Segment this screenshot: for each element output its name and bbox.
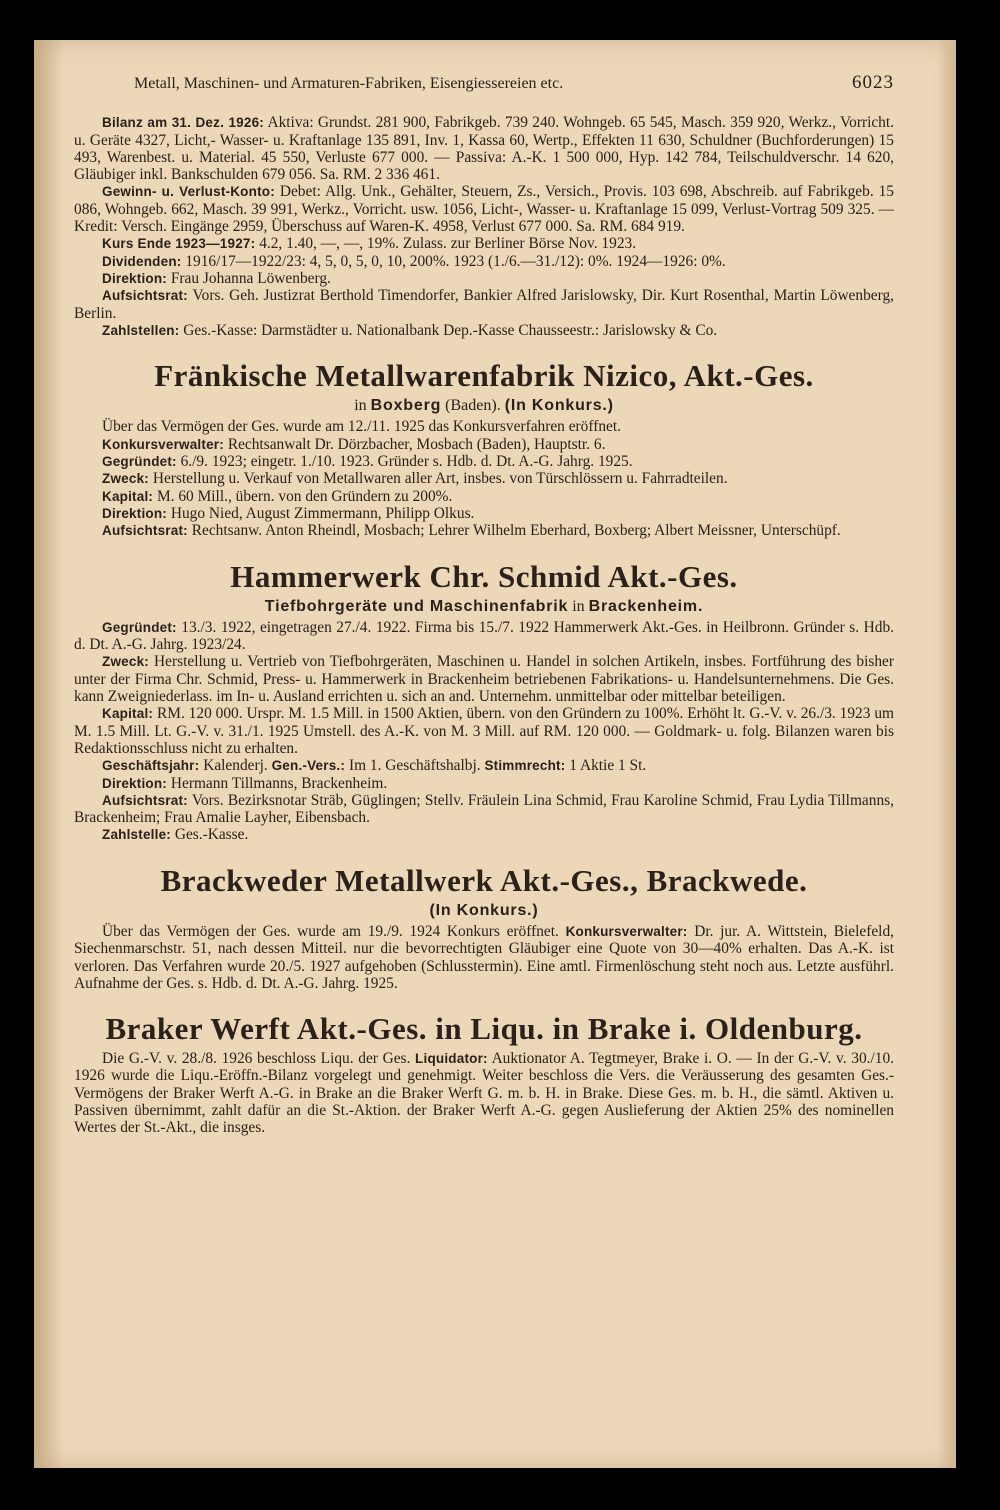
brackweder-text-a: Über das Vermögen der Ges. wurde am 19./9. 1924 Konkurs eröffnet. <box>102 922 559 940</box>
hammerwerk-zweck-text: Herstellung u. Vertrieb von Tiefbohrgeräten, Maschinen u. Handel in solchen Artikeln, insbes. Fortführung des bisher unter der Firma Chr. Schmid, Press- u. Hammerwerk in Brackenheim betriebenen Fabrikations- u. Handelsunternehmens. Die Ges. kann Zweigniederlass. im In- u. Ausland errichten u. sich an and. Unternehm. unmittelbar oder mittelbar beteiligen. <box>74 653 894 706</box>
hammerwerk-kapital <box>74 705 894 757</box>
bilanz-label: Bilanz am 31. Dez. 1926: <box>102 115 264 131</box>
zahlstellen-text: Ges.-Kasse: Darmstädter u. Nationalbank Dep.-Kasse Chausseestr.: Jarislowsky & Co. <box>183 321 718 339</box>
nizico-sub-status: (In Konkurs.) <box>504 397 614 415</box>
nizico-ar-label: Aufsichtsrat: <box>102 523 188 539</box>
page-content <box>74 74 894 1137</box>
brackweder-text-b: Dr. jur. A. Wittstein, Bielefeld, Siechenmarschstr. 51, nach dessen Mitteil. nur die bevorrechtigten Gläubiger eine Quote von 30—40% erhalten. Das A.-K. ist verloren. Das Verfahren wurde 20./5. 1927 aufgehoben (Schlusstermin). Eine amtl. Firmenlöschung steht noch aus. Letzte ausführl. Aufnahme der Ges. s. Hdb. d. Dt. A.-G. Jahrg. 1925. <box>74 922 894 992</box>
hammerwerk-zweck <box>74 653 894 705</box>
running-head <box>74 74 894 92</box>
hammerwerk-zahlstelle <box>74 826 894 843</box>
nizico-direktion <box>74 505 894 522</box>
brackweder-subtitle <box>74 902 894 919</box>
hammerwerk-kap-text: RM. 120 000. Urspr. M. 1.5 Mill. in 1500 Aktien, übern. von den Gründern zu 100%. Erhöht lt. G.-V. v. 26./3. 1923 um M. 1.5 Mill. Lt. G.-V. v. 31./1. 1925 Umstell. des A.-K. von M. 3 Mill. auf RM. 120 000. — Goldmark- u. folg. Bilanzen waren bis Redaktionsschluss nicht zu erhalten. <box>74 705 894 757</box>
braker-text-b: Auktionator A. Tegtmeyer, Brake i. O. — In der G.-V. v. 30./10. 1926 wurde die Liqu.-Eröffn.-Bilanz vorgelegt und genehmigt. Weiter beschloss die Vers. die Veräusserung des gesamten Ges.-Vermögens der Braker Werft A.-G. in Brake an die Braker Werft G. m. b. H. in Brake. Diese Ges. m. b. H., die sämtl. Aktiven u. Passiven übernimmt, zahlt dafür an die St.-Aktion. der Braker Werft A.-G. gegen Auslieferung der Aktien 25% des nominellen Wertes der St.-Akt., die insges. <box>74 1050 895 1137</box>
dividenden-paragraph <box>74 253 894 270</box>
hammerwerk-gj-label: Geschäftsjahr: <box>102 758 200 774</box>
hammerwerk-ar-text: Vors. Bezirksnotar Sträb, Güglingen; Stellv. Fräulein Lina Schmid, Frau Karoline Schmid, Frau Lydia Tillmanns, Brackenheim; Frau Amalie Layher, Eibensbach. <box>74 791 894 827</box>
nizico-title: Fränkische Metallwarenfabrik Nizico, Akt.-Ges. <box>154 358 814 394</box>
kurs-paragraph <box>74 235 894 252</box>
braker-title: Braker Werft Akt.-Ges. in Liqu. in Brake i. Oldenburg. <box>105 1011 863 1047</box>
dividenden-label: Dividenden: <box>102 253 182 269</box>
direktion-label: Direktion: <box>102 270 168 286</box>
guv-text: Debet: Allg. Unk., Gehälter, Steuern, Zs., Versich., Provis. 103 698, Abschreib. auf Fabrikgeb. 15 086, Wohngeb. 662, Masch. 39 991, Werkz., Vorricht. usw. 1056, Licht-, Wasser- u. Kraftanlage 15 099, Verlust-Vortrag 509 325. — Kredit: Versch. Eingänge 2959, Überschuss auf Waren-K. 4958, Verlust 677 000. Sa. RM. 684 919. <box>74 183 894 236</box>
page-number: 6023 <box>852 72 894 93</box>
nizico-kap-text: M. 60 Mill., übern. von den Gründern zu 200%. <box>156 487 453 505</box>
brackweder-text <box>74 923 894 992</box>
hammerwerk-direktion <box>74 775 894 792</box>
braker-entry <box>74 1012 894 1136</box>
bilanz-paragraph <box>74 114 894 183</box>
hammerwerk-st-label: Stimmrecht: <box>484 758 566 774</box>
brackweder-entry <box>74 864 894 992</box>
aufsichtsrat-text: Vors. Geh. Justizrat Berthold Timendorfer, Bankier Alfred Jarislowsky, Dir. Kurt Rosenthal, Martin Löwenberg, Berlin. <box>74 287 895 322</box>
hammerwerk-gegr-text: 13./3. 1922, eingetragen 27./4. 1922. Firma bis 15./7. 1922 Hammerwerk Akt.-Ges. in Heilbronn. Gründer s. Hdb. d. Dt. A.-G. Jahrg. 1923/24. <box>74 618 894 654</box>
nizico-gegr-label: Gegründet: <box>102 454 177 470</box>
brackweder-title: Brackweder Metallwerk Akt.-Ges., Brackwede. <box>160 862 808 898</box>
direktion-text: Frau Johanna Löwenberg. <box>170 269 331 287</box>
nizico-sub-region: (Baden). <box>445 397 501 415</box>
dividenden-text: 1916/17—1922/23: 4, 5, 0, 5, 0, 10, 200%. 1923 (1./6.—31./12): 0%. 1924—1926: 0%. <box>185 252 726 270</box>
nizico-entry <box>74 359 894 539</box>
scanned-page <box>34 40 956 1468</box>
hammerwerk-sub-main: Tiefbohrgeräte und Maschinenfabrik <box>264 597 569 615</box>
nizico-subtitle <box>74 397 894 414</box>
nizico-intro: Über das Vermögen der Ges. wurde am 12./11. 1925 das Konkursverfahren eröffnet. <box>102 418 621 436</box>
hammerwerk-aufsichtsrat <box>74 792 894 827</box>
nizico-kapital <box>74 488 894 505</box>
hammerwerk-subtitle <box>74 598 894 615</box>
running-head-title: Metall, Maschinen- und Armaturen-Fabriken, Eisengiessereien etc. <box>134 75 564 92</box>
nizico-ar-text: Rechtsanw. Anton Rheindl, Mosbach; Lehrer Wilhelm Eberhard, Boxberg; Albert Meissner, Unterschüpf. <box>191 522 841 540</box>
kurs-label: Kurs Ende 1923—1927: <box>102 236 256 252</box>
nizico-zweck-label: Zweck: <box>102 471 149 487</box>
hammerwerk-geschaeftsjahr <box>74 757 894 774</box>
brackweder-sub-status: (In Konkurs.) <box>429 901 539 919</box>
zahlstellen-label: Zahlstellen: <box>102 322 180 338</box>
hammerwerk-sub-prefix: in <box>572 597 585 615</box>
hammerwerk-title: Hammerwerk Chr. Schmid Akt.-Ges. <box>230 558 738 594</box>
zahlstellen-paragraph <box>74 322 894 339</box>
nizico-zweck-text: Herstellung u. Verkauf von Metallwaren aller Art, insbes. von Türschlössern u. Fahrradteilen. <box>152 470 728 488</box>
prev-company-entry <box>74 114 894 339</box>
hammerwerk-dir-label: Direktion: <box>102 775 168 791</box>
hammerwerk-st-text: 1 Aktie 1 St. <box>569 757 647 775</box>
nizico-sub-place: Boxberg <box>370 397 442 415</box>
hammerwerk-gv-text: Im 1. Geschäftshalbj. <box>348 757 481 775</box>
nizico-konkursverwalter <box>74 436 894 453</box>
hammerwerk-gj-text: Kalenderj. <box>203 757 268 775</box>
guv-label: Gewinn- u. Verlust-Konto: <box>102 184 275 200</box>
guv-paragraph <box>74 183 894 235</box>
nizico-dir-text: Hugo Nied, August Zimmermann, Philipp Olkus. <box>170 504 475 522</box>
hammerwerk-sub-place: Brackenheim. <box>588 597 704 615</box>
nizico-kap-label: Kapital: <box>102 488 154 504</box>
nizico-gegr-text: 6./9. 1923; eingetr. 1./10. 1923. Gründer s. Hdb. d. Dt. A.-G. Jahrg. 1925. <box>180 453 633 471</box>
hammerwerk-zahl-label: Zahlstelle: <box>102 827 171 843</box>
hammerwerk-gegr-label: Gegründet: <box>102 619 177 635</box>
braker-text <box>74 1050 894 1136</box>
nizico-gegruendet <box>74 453 894 470</box>
bilanz-text: Aktiva: Grundst. 281 900, Fabrikgeb. 739 240. Wohngeb. 65 545, Masch. 359 920, Werkz., Vorricht. u. Geräte 4327, Licht,- Wasser- u. Kraftanlage 135 891, Inv. 1, Kassa 60, Wertp., Effekten 11 630, Schuldner (Buchforderungen) 15 493, Warenbest. u. Material. 45 550, Verluste 677 000. — Passiva: A.-K. 1 500 000, Hyp. 142 784, Teilschuldverschr. 14 620, Gläubiger inkl. Bankschulden 679 056. Sa. RM. 2 336 461. <box>74 114 895 184</box>
hammerwerk-dir-text: Hermann Tillmanns, Brackenheim. <box>170 774 388 792</box>
nizico-zweck <box>74 470 894 487</box>
hammerwerk-zahl-text: Ges.-Kasse. <box>174 826 249 844</box>
direktion-paragraph <box>74 270 894 287</box>
nizico-kv-text: Rechtsanwalt Dr. Dörzbacher, Mosbach (Baden), Hauptstr. 6. <box>227 435 606 453</box>
hammerwerk-ar-label: Aufsichtsrat: <box>102 792 188 808</box>
aufsichtsrat-label: Aufsichtsrat: <box>102 288 188 304</box>
hammerwerk-gv-label: Gen.-Vers.: <box>271 758 346 774</box>
nizico-dir-label: Direktion: <box>102 505 168 521</box>
hammerwerk-zweck-label: Zweck: <box>102 654 149 670</box>
nizico-aufsichtsrat <box>74 522 894 539</box>
brackweder-kv-label: Konkursverwalter: <box>565 923 688 939</box>
hammerwerk-kap-label: Kapital: <box>102 706 154 722</box>
kurs-text: 4.2, 1.40, —, —, 19%. Zulass. zur Berliner Börse Nov. 1923. <box>259 235 637 253</box>
braker-text-a: Die G.-V. v. 28./8. 1926 beschloss Liqu. der Ges. <box>102 1050 411 1068</box>
hammerwerk-gegruendet <box>74 619 894 654</box>
hammerwerk-entry <box>74 560 894 844</box>
nizico-sub-prefix: in <box>354 397 367 415</box>
braker-liq-label: Liquidator: <box>415 1051 488 1067</box>
nizico-kv-label: Konkursverwalter: <box>102 436 224 452</box>
aufsichtsrat-paragraph <box>74 287 894 322</box>
